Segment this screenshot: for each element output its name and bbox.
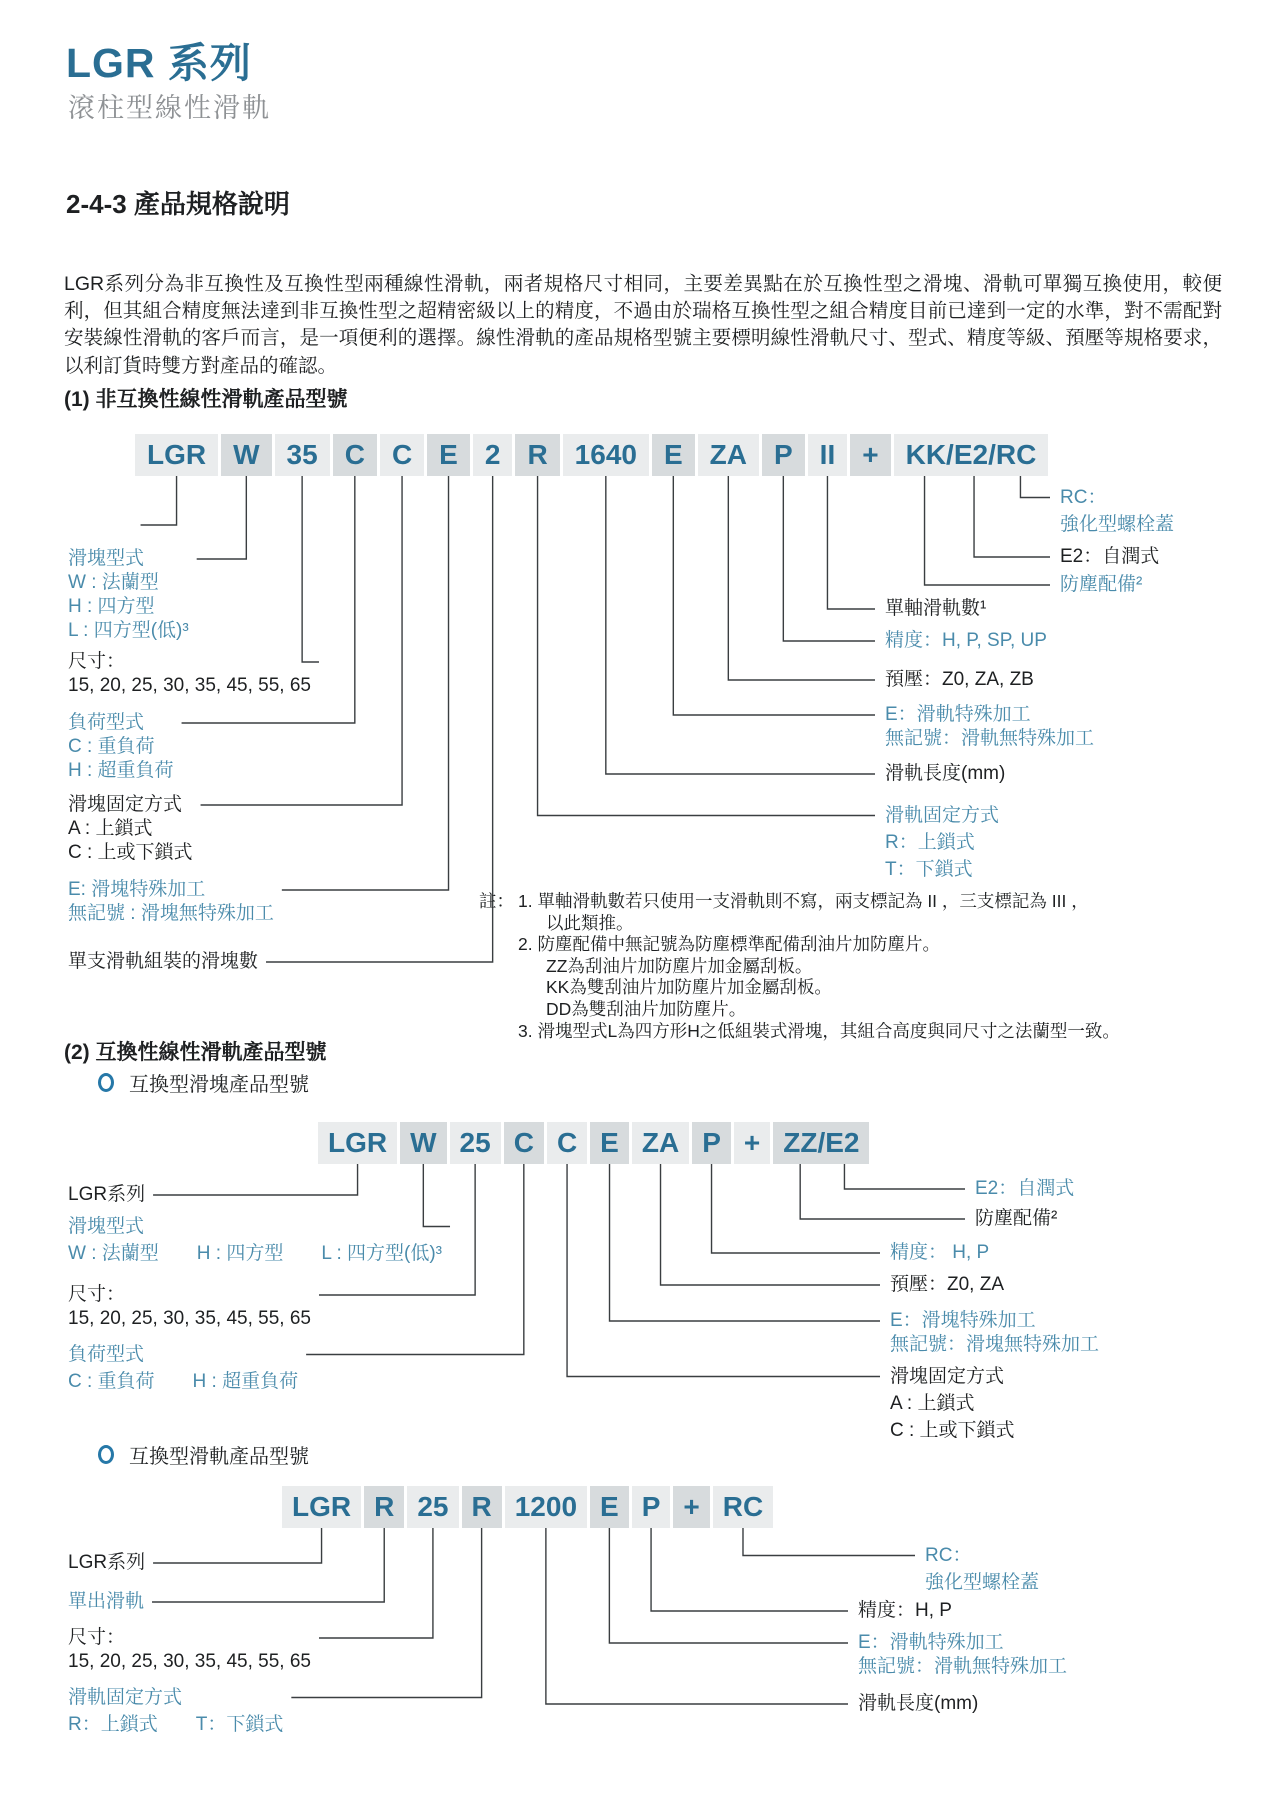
label-slider-fixing: 滑塊固定方式 A : 上鎖式 C : 上或下鎖式 bbox=[890, 1366, 1015, 1441]
note-line: 2. 防塵配備中無記號為防塵標準配備刮油片加防塵片。 bbox=[518, 934, 940, 955]
label-dust-equipment: 防塵配備² bbox=[975, 1208, 1058, 1229]
label-rail-length: 滑軌長度(mm) bbox=[858, 1693, 979, 1714]
part-number-row-noninterchangeable bbox=[135, 434, 1048, 476]
code-segment: LGR bbox=[318, 1122, 397, 1164]
circle-bullet-icon bbox=[98, 1445, 114, 1464]
label-slider-type: 滑塊型式 W : 法蘭型 H : 四方型 L : 四方型(低)³ bbox=[68, 548, 189, 641]
note-line: ZZ為刮油片加防塵片加金屬刮板。 bbox=[546, 955, 813, 976]
label-precision: 精度： H, P bbox=[890, 1242, 990, 1263]
code-segment: R bbox=[364, 1486, 404, 1528]
label-rail-special-machining: E：滑軌特殊加工 無記號：滑軌無特殊加工 bbox=[885, 704, 1095, 749]
label-size: 尺寸： 15, 20, 25, 30, 35, 45, 55, 65 bbox=[68, 1627, 311, 1672]
label-slider-type: 滑塊型式 W : 法蘭型 H : 四方型 L : 四方型(低)³ bbox=[68, 1216, 443, 1264]
label-single-rail: 單出滑軌 bbox=[68, 1591, 145, 1612]
code-segment: E bbox=[590, 1486, 629, 1528]
label-slider-special-machining: E：滑塊特殊加工 無記號：滑塊無特殊加工 bbox=[890, 1310, 1100, 1355]
notes bbox=[479, 891, 1120, 1042]
code-segment: R bbox=[462, 1486, 502, 1528]
label-rc-bolt-cover: RC： 強化型螺栓蓋 bbox=[1060, 487, 1175, 535]
code-segment: C bbox=[380, 434, 424, 476]
bullet-rail-model: 互換型滑軌產品型號 bbox=[98, 1440, 309, 1469]
code-segment: E bbox=[590, 1122, 629, 1164]
note-line: 3. 滑塊型式L為四方形H之低組裝式滑塊，其組合高度與同尺寸之法蘭型一致。 bbox=[518, 1020, 1120, 1041]
code-segment: W bbox=[221, 434, 271, 476]
label-rc-bolt-cover: RC： 強化型螺栓蓋 bbox=[925, 1545, 1040, 1593]
section1-heading: (1) 非互換性線性滑軌產品型號 bbox=[64, 388, 348, 411]
label-rail-fixing: 滑軌固定方式 R：上鎖式 T：下鎖式 bbox=[885, 805, 1000, 880]
label-rail-length: 滑軌長度(mm) bbox=[885, 763, 1006, 784]
note-line: 1. 單軸滑軌數若只使用一支滑軌則不寫，兩支標記為 II ，三支標記為 III ， bbox=[518, 891, 1089, 911]
label-precision: 精度：H, P bbox=[858, 1600, 952, 1621]
label-load-type: 負荷型式 C : 重負荷 H : 超重負荷 bbox=[68, 712, 174, 781]
code-segment: LGR bbox=[282, 1486, 361, 1528]
code-segment: II bbox=[808, 434, 848, 476]
section2-heading: (2) 互換性線性滑軌產品型號 bbox=[64, 1041, 327, 1064]
code-segment: + bbox=[734, 1122, 770, 1164]
code-segment: 1640 bbox=[563, 434, 649, 476]
code-segment: E bbox=[427, 434, 470, 476]
note-line: DD為雙刮油片加防塵片。 bbox=[546, 998, 747, 1019]
label-sliders-per-rail: 單支滑軌組裝的滑塊數 bbox=[68, 951, 259, 972]
code-segment: C bbox=[504, 1122, 544, 1164]
code-segment: 25 bbox=[450, 1122, 501, 1164]
label-rail-fixing: 滑軌固定方式 R：上鎖式 T：下鎖式 bbox=[68, 1687, 284, 1735]
code-segment: 2 bbox=[473, 434, 513, 476]
label-load-type: 負荷型式 C : 重負荷 H : 超重負荷 bbox=[68, 1344, 299, 1392]
label-e2-self-lubricant: E2：自潤式 bbox=[1060, 546, 1160, 567]
label-lgr-series: LGR系列 bbox=[68, 1552, 146, 1573]
label-precision: 精度：H, P, SP, UP bbox=[885, 630, 1047, 651]
page-title: LGR 系列 bbox=[66, 40, 252, 86]
code-segment: W bbox=[400, 1122, 446, 1164]
code-segment: P bbox=[762, 434, 805, 476]
code-segment: + bbox=[850, 434, 890, 476]
label-slider-fixing: 滑塊固定方式 A : 上鎖式 C : 上或下鎖式 bbox=[68, 794, 193, 863]
code-segment: P bbox=[632, 1486, 671, 1528]
code-segment: 1200 bbox=[505, 1486, 587, 1528]
code-segment: ZZ/E2 bbox=[773, 1122, 869, 1164]
note-line: 以此類推。 bbox=[546, 912, 634, 933]
intro-paragraph: LGR系列分為非互換性及互換性型兩種線性滑軌，兩者規格尺寸相同，主要差異點在於互換性型之滑塊、滑軌可單獨互換使用，較便利，但其組合精度無法達到非互換性型之超精密級以上的精度，不過由於瑞格互換性型之組合精度目前已達到一定的水準，對不需配對安裝線性滑軌的客戶而言，是一項便利的選擇。線性滑軌的產品規格型號主要標明線性滑軌尺寸、型式、精度等級、預壓等規格要求，以利訂貨時雙方對產品的確認。 bbox=[64, 272, 1222, 377]
code-segment: KK/E2/RC bbox=[894, 434, 1049, 476]
code-segment: 35 bbox=[275, 434, 330, 476]
part-number-row-interchangeable-rail bbox=[282, 1486, 773, 1528]
label-preload: 預壓：Z0, ZA, ZB bbox=[885, 669, 1034, 690]
code-segment: 25 bbox=[407, 1486, 458, 1528]
page-subtitle: 滾柱型線性滑軌 bbox=[68, 93, 271, 123]
code-segment: RC bbox=[713, 1486, 773, 1528]
code-segment: C bbox=[333, 434, 377, 476]
code-segment: E bbox=[652, 434, 695, 476]
code-segment: C bbox=[547, 1122, 587, 1164]
label-dust-equipment: 防塵配備² bbox=[1060, 574, 1143, 595]
label-preload: 預壓：Z0, ZA bbox=[890, 1274, 1005, 1295]
label-rails-per-axis: 單軸滑軌數¹ bbox=[885, 598, 987, 619]
section-title: 2-4-3 產品規格說明 bbox=[66, 189, 290, 219]
notes-lines bbox=[518, 891, 1120, 1042]
code-segment: + bbox=[673, 1486, 709, 1528]
label-rail-special-machining: E：滑軌特殊加工 無記號：滑軌無特殊加工 bbox=[858, 1632, 1068, 1677]
code-segment: LGR bbox=[135, 434, 218, 476]
label-size: 尺寸： 15, 20, 25, 30, 35, 45, 55, 65 bbox=[68, 1284, 311, 1329]
code-segment: ZA bbox=[632, 1122, 689, 1164]
label-slider-special-machining: E: 滑塊特殊加工 無記號 : 滑塊無特殊加工 bbox=[68, 879, 274, 924]
part-number-row-interchangeable-slider bbox=[318, 1122, 869, 1164]
code-segment: ZA bbox=[698, 434, 759, 476]
code-segment: P bbox=[692, 1122, 731, 1164]
label-lgr-series: LGR系列 bbox=[68, 1184, 146, 1205]
label-e2-self-lubricant: E2：自潤式 bbox=[975, 1178, 1075, 1199]
bullet-slider-model: 互換型滑塊產品型號 bbox=[98, 1068, 309, 1097]
note-line: KK為雙刮油片加防塵片加金屬刮板。 bbox=[546, 977, 832, 998]
circle-bullet-icon bbox=[98, 1073, 114, 1092]
label-size: 尺寸： 15, 20, 25, 30, 35, 45, 55, 65 bbox=[68, 651, 311, 696]
notes-prefix: 註： bbox=[479, 891, 514, 911]
code-segment: R bbox=[515, 434, 559, 476]
